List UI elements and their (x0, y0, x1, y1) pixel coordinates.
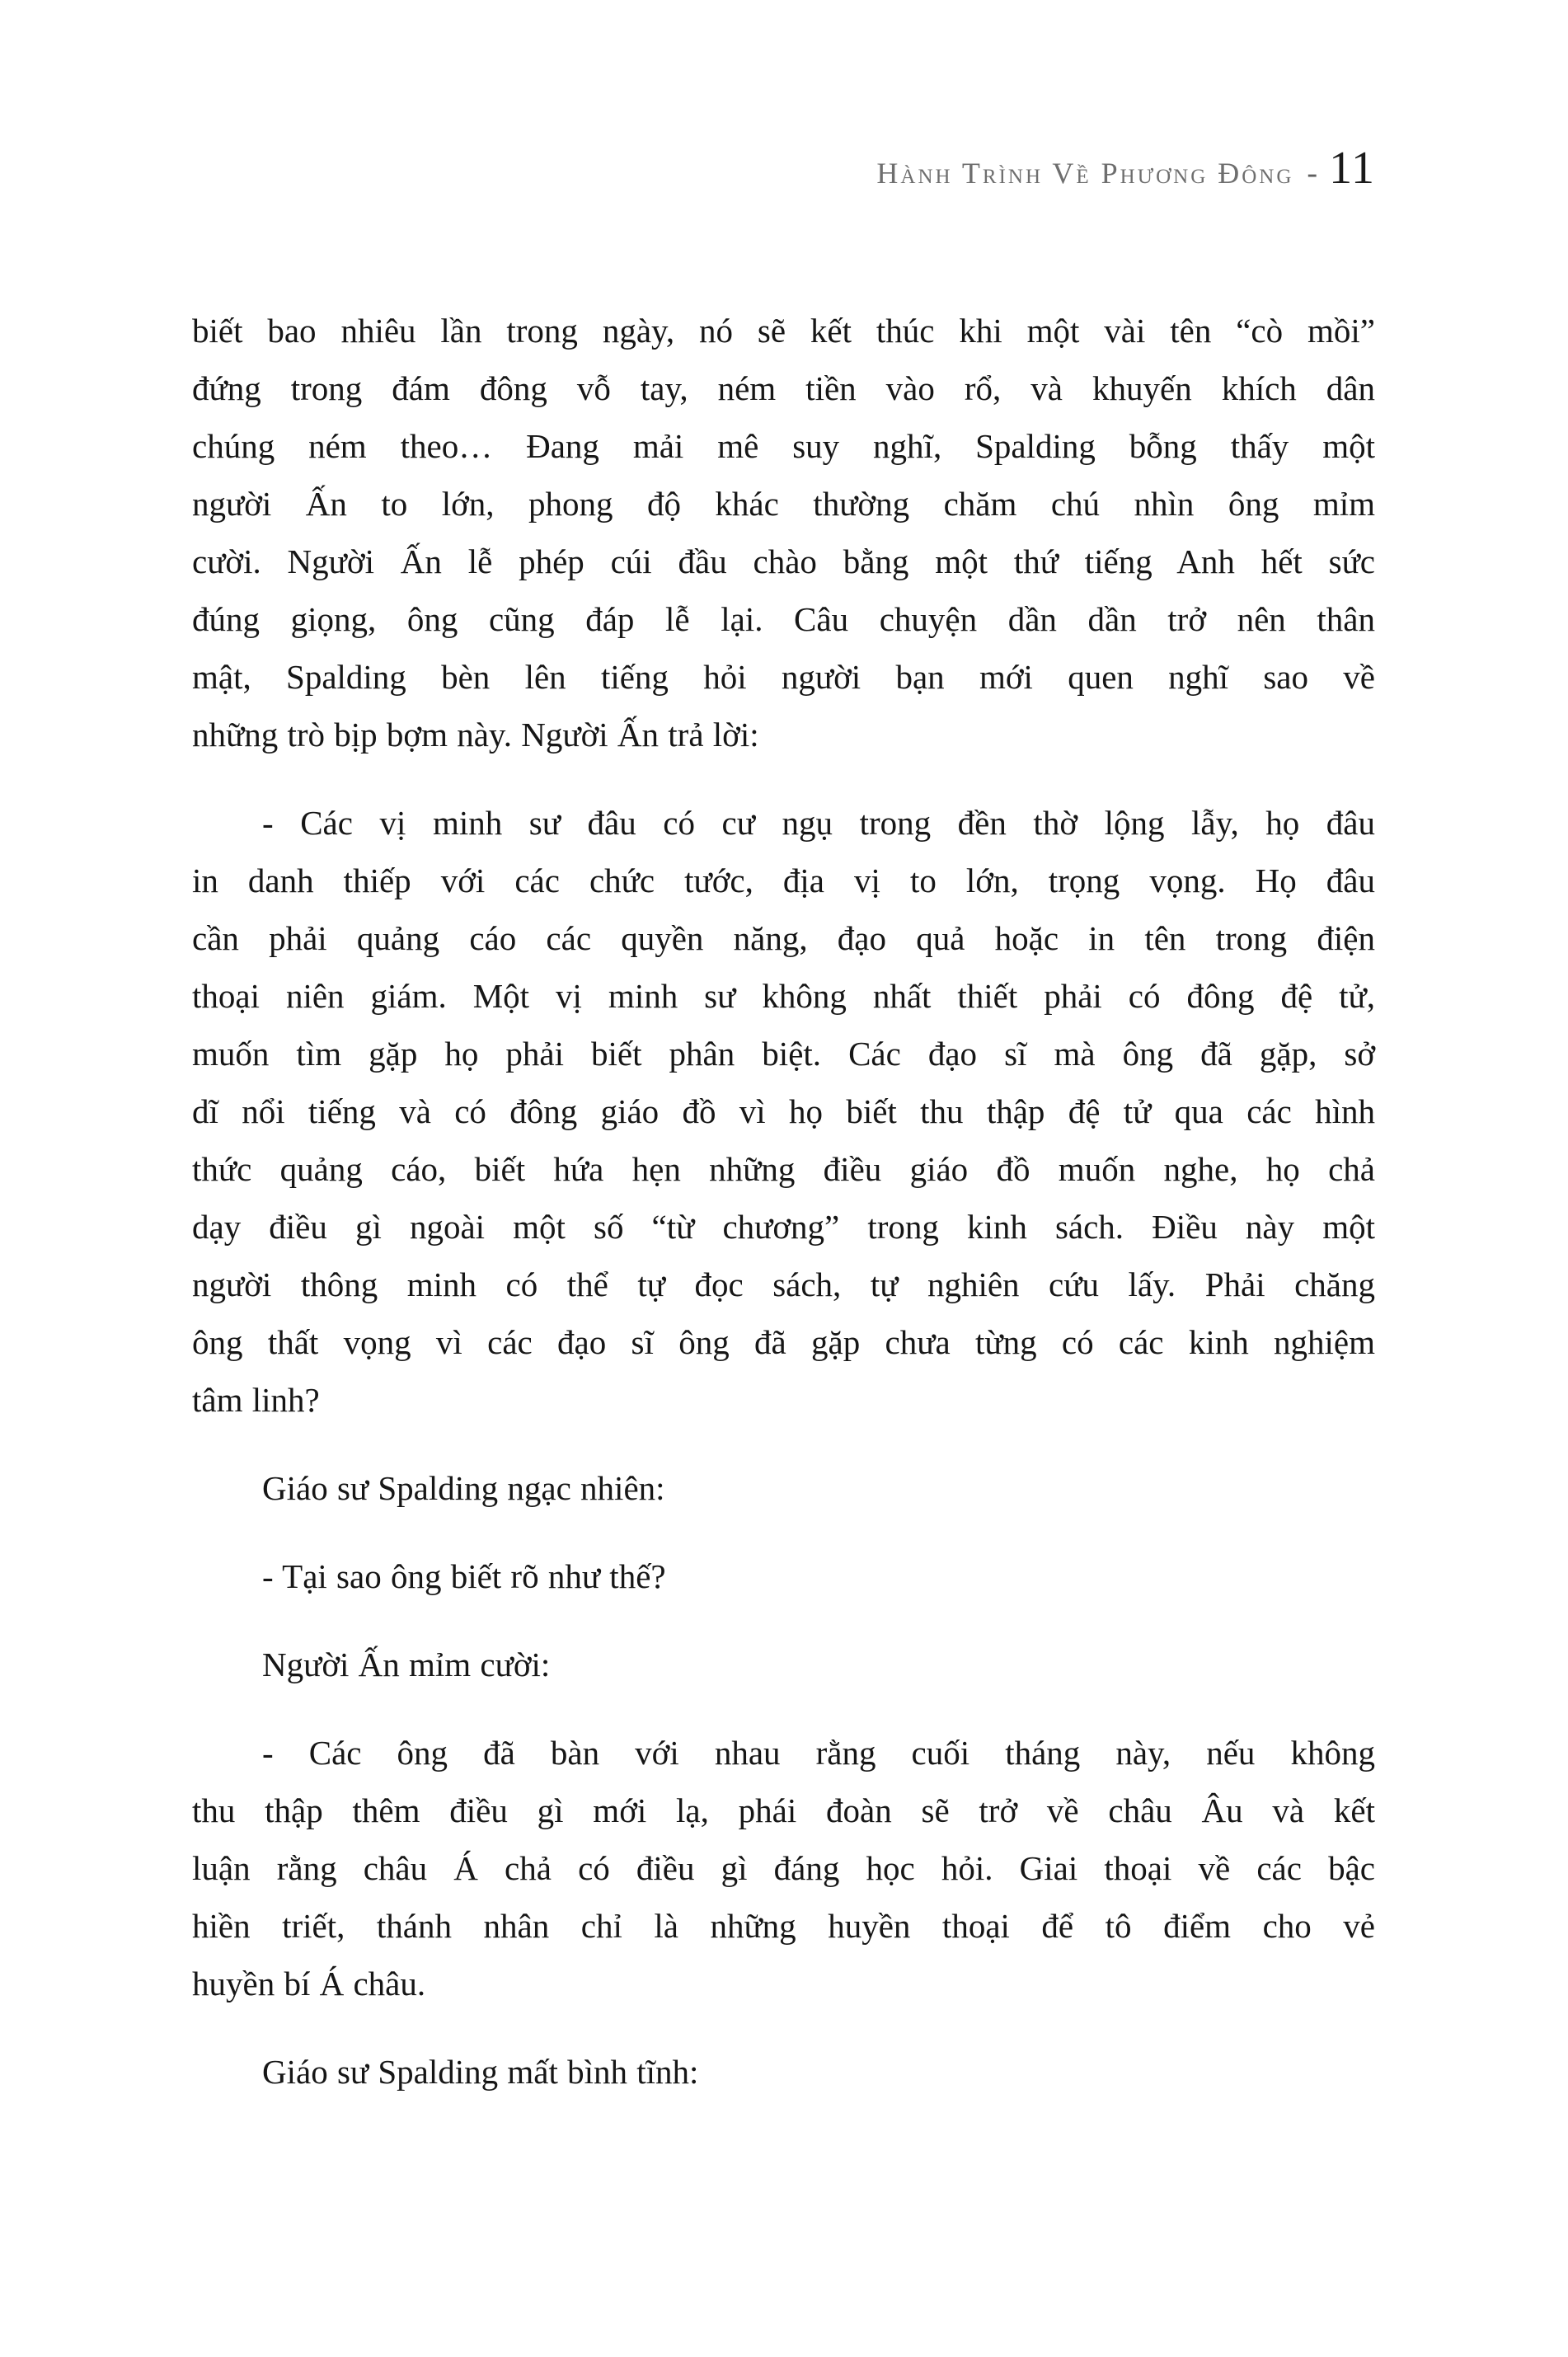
running-head-separator: - (1307, 156, 1318, 190)
text-line: hiền triết, thánh nhân chỉ là những huyền thoại để tô điểm cho vẻ (192, 1907, 1375, 1945)
paragraph (192, 302, 1375, 763)
paragraph (192, 794, 1375, 1429)
text-line: thức quảng cáo, biết hứa hẹn những điều giáo đồ muốn nghe, họ chả (192, 1150, 1375, 1188)
text-line: luận rằng châu Á chả có điều gì đáng học hỏi. Giai thoại về các bậc (192, 1849, 1375, 1887)
text-line: - Tại sao ông biết rõ như thế? (262, 1557, 666, 1595)
text-line: Người Ấn mỉm cười: (262, 1646, 551, 1683)
text-line: cười. Người Ấn lễ phép cúi đầu chào bằng một thứ tiếng Anh hết sức (192, 542, 1375, 580)
text-line: - Các ông đã bàn với nhau rằng cuối tháng này, nếu không (262, 1734, 1375, 1772)
paragraph (192, 1724, 1375, 2012)
text-line: dĩ nổi tiếng và có đông giáo đồ vì họ biết thu thập đệ tử qua các hình (192, 1092, 1375, 1130)
page-number: 11 (1329, 143, 1375, 194)
text-line: những trò bịp bợm này. Người Ấn trả lời: (192, 716, 759, 754)
text-line: cần phải quảng cáo các quyền năng, đạo quả hoặc in tên trong điện (192, 919, 1375, 957)
text-line: thoại niên giám. Một vị minh sư không nhất thiết phải có đông đệ tử, (192, 977, 1375, 1015)
paragraph (192, 1547, 1375, 1605)
paragraph (192, 1459, 1375, 1517)
text-line: đứng trong đám đông vỗ tay, ném tiền vào rổ, và khuyến khích dân (192, 369, 1375, 407)
text-line: muốn tìm gặp họ phải biết phân biệt. Các đạo sĩ mà ông đã gặp, sở (192, 1035, 1375, 1073)
text-line: thu thập thêm điều gì mới lạ, phái đoàn sẽ trở về châu Âu và kết (192, 1791, 1375, 1829)
text-line: huyền bí Á châu. (192, 1965, 426, 2003)
text-line: mật, Spalding bèn lên tiếng hỏi người bạn mới quen nghĩ sao về (192, 658, 1375, 696)
text-line: chúng ném theo… Đang mải mê suy nghĩ, Spalding bỗng thấy một (192, 427, 1375, 465)
text-line: người thông minh có thể tự đọc sách, tự nghiên cứu lấy. Phải chăng (192, 1265, 1375, 1303)
paragraph (192, 1636, 1375, 1693)
running-head-title: Hành Trình Về Phương Đông (876, 157, 1294, 190)
body-text (192, 302, 1375, 2101)
paragraph (192, 2043, 1375, 2101)
text-line: - Các vị minh sư đâu có cư ngụ trong đền thờ lộng lẫy, họ đâu (262, 804, 1375, 842)
text-line: đúng giọng, ông cũng đáp lễ lại. Câu chuyện dần dần trở nên thân (192, 600, 1375, 638)
text-line: Giáo sư Spalding ngạc nhiên: (262, 1469, 665, 1507)
text-line: in danh thiếp với các chức tước, địa vị to lớn, trọng vọng. Họ đâu (192, 862, 1375, 899)
text-line: Giáo sư Spalding mất bình tĩnh: (262, 2053, 699, 2091)
running-head (192, 142, 1375, 195)
text-line: người Ấn to lớn, phong độ khác thường chăm chú nhìn ông mỉm (192, 485, 1375, 523)
text-line: ông thất vọng vì các đạo sĩ ông đã gặp chưa từng có các kinh nghiệm (192, 1323, 1375, 1361)
text-line: tâm linh? (192, 1381, 320, 1419)
text-line: dạy điều gì ngoài một số “từ chương” trong kinh sách. Điều này một (192, 1208, 1375, 1246)
text-line: biết bao nhiêu lần trong ngày, nó sẽ kết thúc khi một vài tên “cò mồi” (192, 312, 1375, 350)
